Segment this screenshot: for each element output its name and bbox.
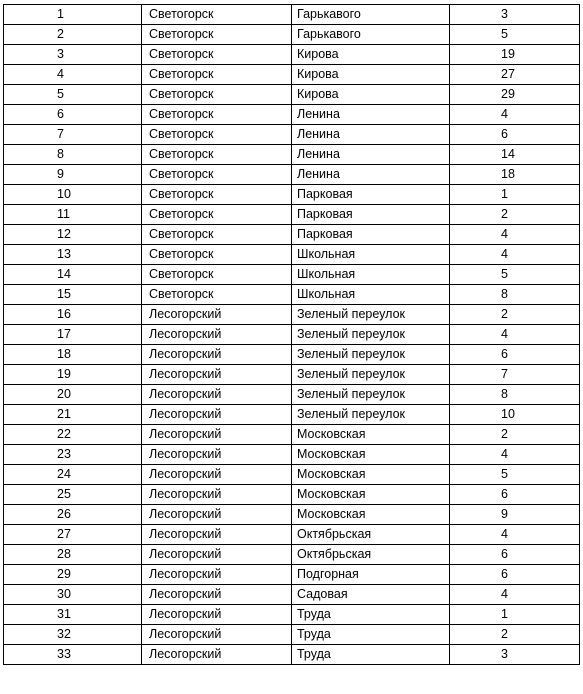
street-cell: Садовая	[292, 585, 450, 605]
house-number-cell: 6	[450, 345, 580, 365]
settlement-cell: Лесогорский	[142, 525, 292, 545]
settlement-cell: Светогорск	[142, 185, 292, 205]
house-number-cell: 4	[450, 585, 580, 605]
table-row	[4, 85, 580, 105]
row-number-cell: 1	[4, 5, 142, 25]
row-number-cell: 11	[4, 205, 142, 225]
table-row	[4, 45, 580, 65]
settlement-cell: Светогорск	[142, 5, 292, 25]
house-number-cell: 9	[450, 505, 580, 525]
row-number-cell: 30	[4, 585, 142, 605]
house-number-cell: 5	[450, 465, 580, 485]
settlement-cell: Лесогорский	[142, 605, 292, 625]
house-number-cell: 2	[450, 425, 580, 445]
street-cell: Октябрьская	[292, 525, 450, 545]
house-number-cell: 19	[450, 45, 580, 65]
street-cell: Парковая	[292, 205, 450, 225]
house-number-cell: 10	[450, 405, 580, 425]
settlement-cell: Лесогорский	[142, 625, 292, 645]
house-number-cell: 18	[450, 165, 580, 185]
table-row	[4, 65, 580, 85]
street-cell: Зеленый переулок	[292, 325, 450, 345]
address-table	[3, 4, 580, 665]
row-number-cell: 8	[4, 145, 142, 165]
table-row	[4, 205, 580, 225]
table-row	[4, 405, 580, 425]
street-cell: Парковая	[292, 185, 450, 205]
table-row	[4, 425, 580, 445]
house-number-cell: 29	[450, 85, 580, 105]
house-number-cell: 7	[450, 365, 580, 385]
row-number-cell: 16	[4, 305, 142, 325]
settlement-cell: Лесогорский	[142, 345, 292, 365]
house-number-cell: 1	[450, 605, 580, 625]
street-cell: Московская	[292, 485, 450, 505]
table-row	[4, 385, 580, 405]
settlement-cell: Светогорск	[142, 265, 292, 285]
settlement-cell: Светогорск	[142, 225, 292, 245]
settlement-cell: Светогорск	[142, 85, 292, 105]
row-number-cell: 2	[4, 25, 142, 45]
settlement-cell: Лесогорский	[142, 425, 292, 445]
settlement-cell: Лесогорский	[142, 485, 292, 505]
table-row	[4, 185, 580, 205]
row-number-cell: 9	[4, 165, 142, 185]
house-number-cell: 1	[450, 185, 580, 205]
settlement-cell: Лесогорский	[142, 325, 292, 345]
row-number-cell: 10	[4, 185, 142, 205]
street-cell: Кирова	[292, 45, 450, 65]
row-number-cell: 13	[4, 245, 142, 265]
row-number-cell: 23	[4, 445, 142, 465]
house-number-cell: 6	[450, 485, 580, 505]
table-row	[4, 245, 580, 265]
table-row	[4, 625, 580, 645]
street-cell: Зеленый переулок	[292, 345, 450, 365]
street-cell: Ленина	[292, 145, 450, 165]
house-number-cell: 2	[450, 625, 580, 645]
table-row	[4, 225, 580, 245]
house-number-cell: 4	[450, 105, 580, 125]
row-number-cell: 25	[4, 485, 142, 505]
table-row	[4, 285, 580, 305]
street-cell: Кирова	[292, 65, 450, 85]
street-cell: Кирова	[292, 85, 450, 105]
street-cell: Ленина	[292, 105, 450, 125]
row-number-cell: 14	[4, 265, 142, 285]
street-cell: Гарькавого	[292, 5, 450, 25]
row-number-cell: 31	[4, 605, 142, 625]
table-row	[4, 465, 580, 485]
row-number-cell: 3	[4, 45, 142, 65]
street-cell: Труда	[292, 625, 450, 645]
street-cell: Парковая	[292, 225, 450, 245]
row-number-cell: 18	[4, 345, 142, 365]
house-number-cell: 4	[450, 325, 580, 345]
street-cell: Московская	[292, 445, 450, 465]
street-cell: Ленина	[292, 165, 450, 185]
table-row	[4, 325, 580, 345]
row-number-cell: 4	[4, 65, 142, 85]
row-number-cell: 15	[4, 285, 142, 305]
table-row	[4, 645, 580, 665]
settlement-cell: Светогорск	[142, 45, 292, 65]
settlement-cell: Лесогорский	[142, 585, 292, 605]
table-row	[4, 485, 580, 505]
street-cell: Гарькавого	[292, 25, 450, 45]
settlement-cell: Светогорск	[142, 65, 292, 85]
settlement-cell: Светогорск	[142, 285, 292, 305]
table-row	[4, 265, 580, 285]
row-number-cell: 29	[4, 565, 142, 585]
street-cell: Зеленый переулок	[292, 365, 450, 385]
settlement-cell: Лесогорский	[142, 465, 292, 485]
house-number-cell: 6	[450, 545, 580, 565]
house-number-cell: 3	[450, 645, 580, 665]
row-number-cell: 33	[4, 645, 142, 665]
table-row	[4, 505, 580, 525]
table-row	[4, 165, 580, 185]
street-cell: Труда	[292, 605, 450, 625]
house-number-cell: 8	[450, 385, 580, 405]
house-number-cell: 5	[450, 25, 580, 45]
table-row	[4, 585, 580, 605]
table-row	[4, 605, 580, 625]
street-cell: Школьная	[292, 285, 450, 305]
row-number-cell: 7	[4, 125, 142, 145]
street-cell: Школьная	[292, 265, 450, 285]
settlement-cell: Лесогорский	[142, 385, 292, 405]
table-row	[4, 365, 580, 385]
house-number-cell: 4	[450, 225, 580, 245]
settlement-cell: Лесогорский	[142, 365, 292, 385]
house-number-cell: 27	[450, 65, 580, 85]
house-number-cell: 6	[450, 565, 580, 585]
settlement-cell: Светогорск	[142, 165, 292, 185]
street-cell: Ленина	[292, 125, 450, 145]
settlement-cell: Лесогорский	[142, 305, 292, 325]
table-row	[4, 565, 580, 585]
house-number-cell: 4	[450, 445, 580, 465]
settlement-cell: Светогорск	[142, 25, 292, 45]
street-cell: Октябрьская	[292, 545, 450, 565]
house-number-cell: 4	[450, 525, 580, 545]
row-number-cell: 24	[4, 465, 142, 485]
house-number-cell: 3	[450, 5, 580, 25]
table-row	[4, 105, 580, 125]
row-number-cell: 19	[4, 365, 142, 385]
street-cell: Школьная	[292, 245, 450, 265]
settlement-cell: Светогорск	[142, 245, 292, 265]
table-body	[4, 5, 580, 665]
table-row	[4, 445, 580, 465]
row-number-cell: 22	[4, 425, 142, 445]
settlement-cell: Светогорск	[142, 145, 292, 165]
settlement-cell: Лесогорский	[142, 545, 292, 565]
settlement-cell: Лесогорский	[142, 445, 292, 465]
street-cell: Труда	[292, 645, 450, 665]
street-cell: Зеленый переулок	[292, 385, 450, 405]
settlement-cell: Лесогорский	[142, 645, 292, 665]
row-number-cell: 28	[4, 545, 142, 565]
table-row	[4, 545, 580, 565]
table-row	[4, 345, 580, 365]
house-number-cell: 2	[450, 305, 580, 325]
house-number-cell: 8	[450, 285, 580, 305]
street-cell: Зеленый переулок	[292, 305, 450, 325]
street-cell: Подгорная	[292, 565, 450, 585]
settlement-cell: Лесогорский	[142, 505, 292, 525]
settlement-cell: Светогорск	[142, 125, 292, 145]
table-row	[4, 305, 580, 325]
settlement-cell: Лесогорский	[142, 565, 292, 585]
settlement-cell: Лесогорский	[142, 405, 292, 425]
row-number-cell: 12	[4, 225, 142, 245]
row-number-cell: 32	[4, 625, 142, 645]
house-number-cell: 5	[450, 265, 580, 285]
row-number-cell: 26	[4, 505, 142, 525]
table-row	[4, 125, 580, 145]
house-number-cell: 6	[450, 125, 580, 145]
street-cell: Зеленый переулок	[292, 405, 450, 425]
row-number-cell: 20	[4, 385, 142, 405]
settlement-cell: Светогорск	[142, 105, 292, 125]
table-row	[4, 525, 580, 545]
row-number-cell: 27	[4, 525, 142, 545]
house-number-cell: 2	[450, 205, 580, 225]
house-number-cell: 4	[450, 245, 580, 265]
row-number-cell: 5	[4, 85, 142, 105]
row-number-cell: 17	[4, 325, 142, 345]
table-row	[4, 5, 580, 25]
street-cell: Московская	[292, 425, 450, 445]
settlement-cell: Светогорск	[142, 205, 292, 225]
table-row	[4, 145, 580, 165]
street-cell: Московская	[292, 465, 450, 485]
row-number-cell: 6	[4, 105, 142, 125]
house-number-cell: 14	[450, 145, 580, 165]
table-row	[4, 25, 580, 45]
street-cell: Московская	[292, 505, 450, 525]
row-number-cell: 21	[4, 405, 142, 425]
